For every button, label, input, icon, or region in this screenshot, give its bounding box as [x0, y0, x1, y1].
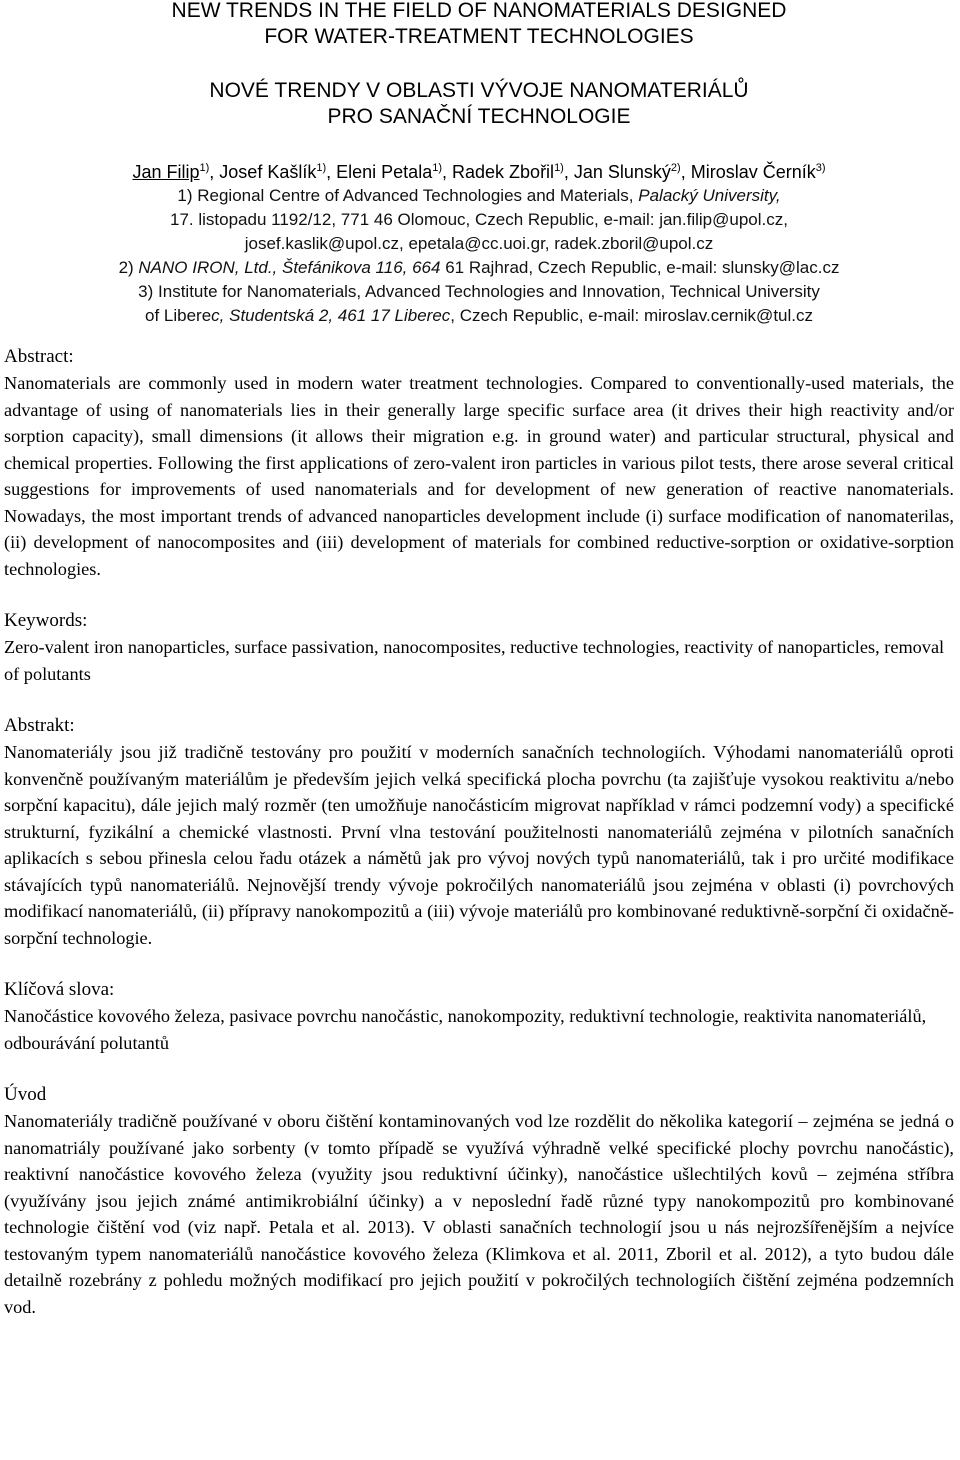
uvod-heading: Úvod [4, 1084, 47, 1105]
affiliation-italic: Palacký University, [638, 186, 781, 205]
title-czech [4, 78, 954, 130]
author-affiliation-mark: 1) [432, 162, 442, 174]
author-affiliation-mark: 2) [670, 162, 681, 174]
author-name: Jan Slunský [573, 162, 671, 182]
abstract-heading: Abstract: [4, 346, 74, 367]
title-english [4, 0, 954, 50]
affiliations [4, 184, 954, 328]
affiliation-text: 1) Regional Centre of Advanced Technologies and Materials, [177, 186, 639, 205]
affiliation-2 [4, 256, 954, 280]
title-czech-line-1: NOVÉ TRENDY V OBLASTI VÝVOJE NANOMATERIÁLŮ [209, 79, 749, 102]
document-page [4, 0, 954, 1320]
abstrakt-heading: Abstrakt: [4, 715, 75, 736]
affiliation-text: of Libere [145, 306, 212, 325]
affiliation-3-line-1: 3) Institute for Nanomaterials, Advanced Technologies and Innovation, Technical University [138, 282, 820, 301]
title-czech-line-2: PRO SANAČNÍ TECHNOLOGIE [327, 105, 631, 128]
affiliation-text: , Czech Republic, e-mail: miroslav.cernik@tul.cz [450, 306, 813, 325]
abstract-text: Nanomaterials are commonly used in modern water treatment technologies. Compared to conventionally-used materials, the advantage of using of nanomaterials lies in their generally large specific surface area (it drives their high reactivity and/or sorption capacity), small dimensions (it allows their migration e.g. in ground water) and particular structural, physical and chemical properties. Following the first applications of zero-valent iron particles in various pilot tests, there arose several critical suggestions for improvements of used nanomaterials and for development of new generation of reactive nanomaterials. Nowadays, the most important trends of advanced nanoparticles development include (i) surface modification of nanomaterilas, (ii) development of nanocomposites and (iii) development of materials for combined reductive-sorption or oxidative-sorption technologies. [4, 373, 954, 579]
uvod-text: Nanomateriály tradičně používané v oboru čištění kontaminovaných vod lze rozdělit do několika kategorií – zejména se jedná o nanomatriály používané jako sorbenty (v tomto případě se využívá výhradně velké specifické plochy povrchu nanočástic), reaktivní nanočástice kovového železa (využity jsou reduktivní účinky), nanočástice ušlechtilých kovů – zejména stříbra (využívány jsou jejich známé antimikrobiální účinky) a v neposlední řadě různé typy nanokompozitů pro kombinované technologie čištění vod (viz např. Petala et al. 2013). V oblasti sanačních technologií jsou u nás nejrozšířenějším a nejvíce testovaným typem nanomateriálů nanočástice kovového železa (Klimkova et al. 2011, Zboril et al. 2012), a tyto budou dále detailně rozebrány z pohledu možných modifikací pro jejich použití v pokročilých technologiích čištění zejména podzemních vod. [4, 1111, 954, 1317]
author-affiliation-mark: 3) [815, 162, 826, 174]
keywords-text: Zero-valent iron nanoparticles, surface passivation, nanocomposites, reductive technologies, reactivity of nanoparticles, removal of polutants [4, 637, 945, 684]
affiliation-italic: c, Studentská 2, 461 17 Liberec [211, 306, 451, 325]
klicova-slova-text: Nanočástice kovového železa, pasivace povrchu nanočástic, nanokompozity, reduktivní technologie, reaktivita nanomateriálů, odbourávání polutantů [4, 1006, 927, 1053]
author-name: Radek Zbořil [452, 162, 555, 182]
author-affiliation-mark: 1) [554, 162, 564, 174]
affiliation-1-line-3: josef.kaslik@upol.cz, epetala@cc.uoi.gr, radek.zboril@upol.cz [244, 234, 714, 253]
author-name: Josef Kašlík [219, 162, 317, 182]
title-english-line-1: NEW TRENDS IN THE FIELD OF NANOMATERIALS DESIGNED [171, 0, 787, 22]
keywords-heading: Keywords: [4, 610, 88, 631]
affiliation-1-line-2: 17. listopadu 1192/12, 771 46 Olomouc, Czech Republic, e-mail: jan.filip@upol.cz, [170, 210, 788, 229]
affiliation-text: 2) [118, 258, 139, 277]
affiliation-text: 61 Rajhrad, Czech Republic, e-mail: slunsky@lac.cz [440, 258, 840, 277]
author-name: Eleni Petala [336, 162, 433, 182]
author-list: Jan Filip$^{1)}$, Josef Kašlík$^{1)}$, Eleni Petala$^{1)}$, Radek Zbořil$^{1)}$, Jan Slunský$^{2)}$, Miroslav Černík$^{3)}$ [132, 162, 826, 182]
abstrakt-text: Nanomateriály jsou již tradičně testovány pro použití v moderních sanačních technologiích. Výhodami nanomateriálů oproti konvenčně používaným materiálům je především jejich velká specifická plocha povrchu (ta zajišťuje vysokou reaktivitu a/nebo sorpční kapacitu), dále jejich malý rozměr (ten umožňuje nanočásticím migrovat například v rámci podzemní vody) a specifické strukturní, fyzikální a chemické vlastnosti. První vlna testování použitelnosti nanomateriálů zejména v pilotních sanačních aplikacích s sebou přinesla celou řadu otázek a námětů jak pro vývoj nových typů nanomateriálů, tak i pro určité modifikace stávajících typů nanomateriálů. Nejnovější trendy vývoje pokročilých nanomateriálů jsou zejména v oblasti (i) povrchových modifikací nanomateriálů, (ii) přípravy nanokompozitů a (iii) vývoje materiálů pro kombinované reduktivně-sorpční či oxidačně-sorpční technologie. [4, 742, 954, 948]
affiliation-3-line-2 [4, 304, 954, 328]
title-english-line-2: FOR WATER-TREATMENT TECHNOLOGIES [264, 25, 694, 48]
affiliation-italic: NANO IRON, Ltd., Štefánikova 116, 664 [138, 258, 441, 277]
author-name: Miroslav Černík [690, 162, 816, 182]
klicova-slova-heading: Klíčová slova: [4, 979, 115, 1000]
author-name: Jan Filip [132, 162, 200, 182]
author-affiliation-mark: 1) [316, 162, 327, 174]
affiliation-1-line-1 [4, 184, 954, 208]
author-affiliation-mark: 1) [199, 162, 210, 174]
